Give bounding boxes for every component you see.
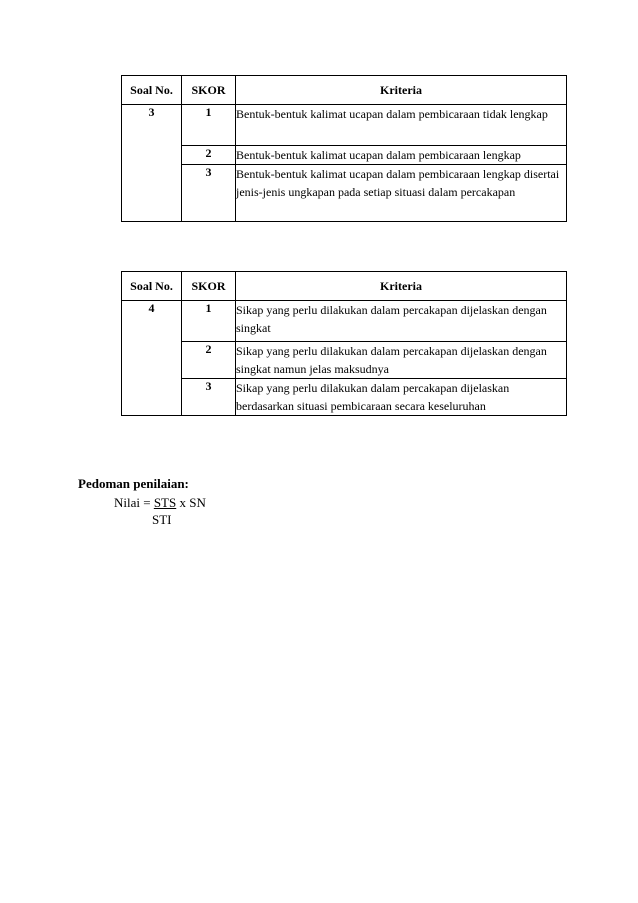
table-row: [122, 165, 567, 222]
skor-value: 3: [182, 379, 236, 416]
skor-value: 1: [182, 105, 236, 146]
formula-numerator: STS: [153, 495, 177, 510]
rubric-table-soal-4: [121, 271, 567, 416]
pedoman-title: Pedoman penilaian:: [78, 476, 189, 491]
table-header-row: [122, 76, 567, 105]
kriteria-text: Sikap yang perlu dilakukan dalam percakapan dijelaskan berdasarkan situasi pembicaraan secara keseluruhan: [236, 379, 567, 416]
formula-prefix: Nilai =: [114, 495, 154, 510]
formula-suffix: x SN: [176, 495, 206, 510]
kriteria-text: Bentuk-bentuk kalimat ucapan dalam pembicaraan tidak lengkap: [236, 105, 567, 146]
kriteria-text: Bentuk-bentuk kalimat ucapan dalam pembicaraan lengkap disertai jenis-jenis ungkapan pada setiap situasi dalam percakapan: [236, 165, 567, 222]
header-skor: SKOR: [182, 272, 236, 301]
skor-value: 1: [182, 301, 236, 342]
header-kriteria: Kriteria: [236, 272, 567, 301]
rubric-table-soal-3: [121, 75, 567, 222]
header-soal-no: Soal No.: [122, 76, 182, 105]
table-header-row: [122, 272, 567, 301]
kriteria-text: Sikap yang perlu dilakukan dalam percakapan dijelaskan dengan singkat namun jelas maksudnya: [236, 342, 567, 379]
header-kriteria: Kriteria: [236, 76, 567, 105]
soal-number: 3: [122, 105, 182, 222]
skor-value: 3: [182, 165, 236, 222]
table-row: [122, 105, 567, 146]
kriteria-text: Sikap yang perlu dilakukan dalam percakapan dijelaskan dengan singkat: [236, 301, 567, 342]
score-formula: [114, 494, 206, 512]
table-row: [122, 379, 567, 416]
header-soal-no: Soal No.: [122, 272, 182, 301]
skor-value: 2: [182, 342, 236, 379]
formula-denominator: STI: [152, 512, 172, 527]
table-row: [122, 301, 567, 342]
header-skor: SKOR: [182, 76, 236, 105]
skor-value: 2: [182, 146, 236, 165]
kriteria-text: Bentuk-bentuk kalimat ucapan dalam pembicaraan lengkap: [236, 146, 567, 165]
table-row: [122, 342, 567, 379]
soal-number: 4: [122, 301, 182, 416]
table-row: [122, 146, 567, 165]
